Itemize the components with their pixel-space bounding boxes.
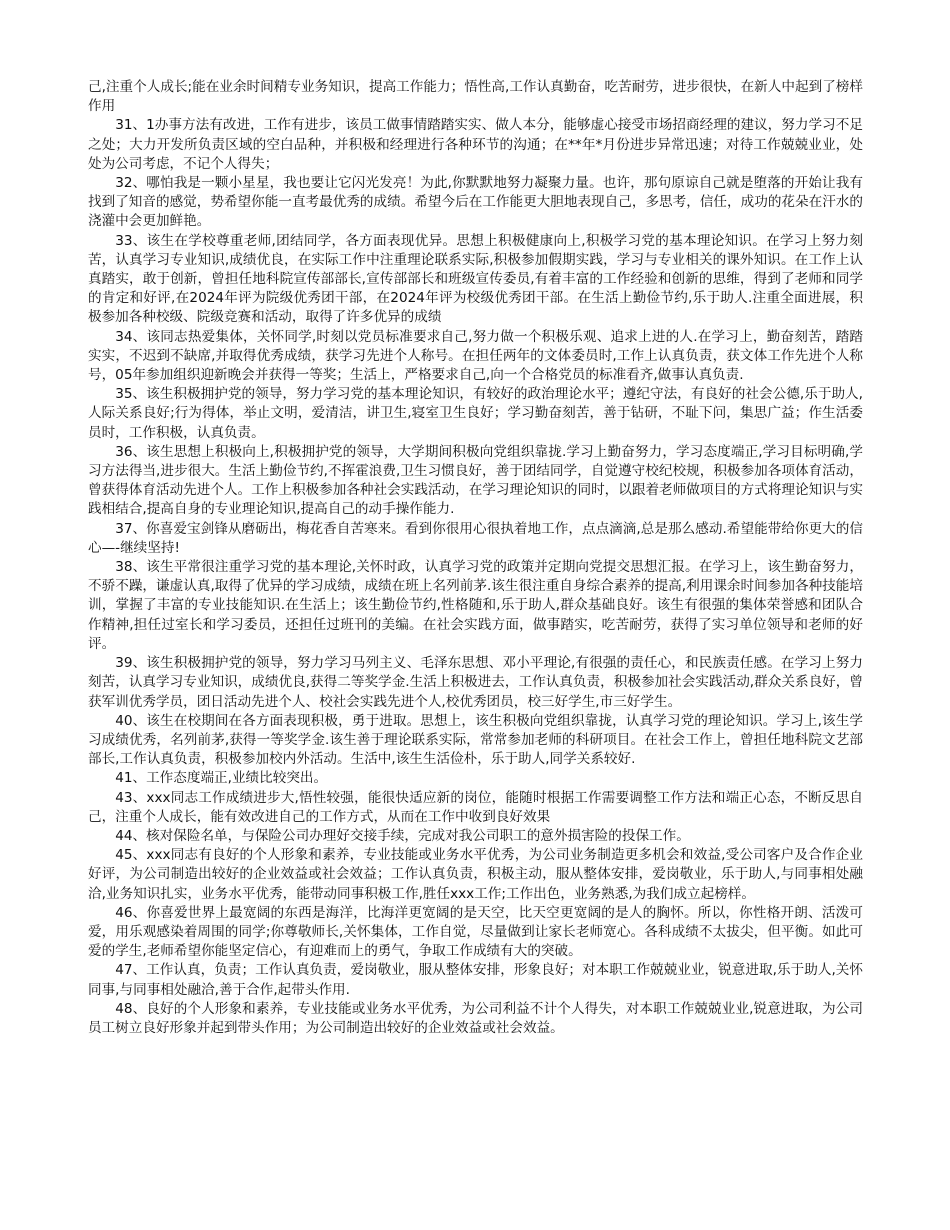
paragraph-35: 35、该生积极拥护党的领导，努力学习党的基本理论知识，有较好的政治理论水平；遵纪守法，有良好的社会公德,乐于助人,人际关系良好;行为得体，举止文明，爱清洁，讲卫生,寝室卫生良好；学习勤奋刻苦，善于钻研，不耻下问，集思广益；作生活委员时，工作积极，认真负责。 bbox=[88, 386, 863, 441]
paragraph-44: 44、核对保险名单，与保险公司办理好交接手续，完成对我公司职工的意外损害险的投保工作。 bbox=[115, 827, 690, 844]
paragraph-33: 33、该生在学校尊重老师,团结同学，各方面表现优异。思想上积极健康向上,积极学习党的基本理论知识。在学习上努力刻苦，认真学习专业知识,成绩优良，在实际工作中注重理论联系实际,积极参加假期实践，学习与专业相关的课外知识。在工作上认真踏实，敢于创新，曾担任地科院宣传部部长,宣传部部长和班级宣传委员,有着丰富的工作经验和创新的思维，得到了老师和同学的肯定和好评,在2024年评为院级优秀团干部，在2024年评为校级优秀团干部。在生活上勤俭节约,乐于助人.注重全面进展，积极参加各种校级、院级竞赛和活动，取得了许多优异的成绩 bbox=[88, 232, 863, 326]
paragraph-continuation: 己,注重个人成长;能在业余时间精专业务知识，提高工作能力；悟性高,工作认真勤奋，吃苦耐劳，进步很快，在新人中起到了榜样作用 bbox=[88, 79, 863, 115]
paragraph-41: 41、工作态度端正,业绩比较突出。 bbox=[115, 770, 328, 787]
paragraph-47: 47、工作认真，负责；工作认真负责，爱岗敬业，服从整体安排，形象良好；对本职工作兢兢业业，锐意进取,乐于助人,关怀同事,与同事相处融洽,善于合作,起带头作用. bbox=[88, 962, 863, 998]
paragraph-32: 32、哪怕我是一颗小星星，我也要让它闪光发亮！为此,你默默地努力凝聚力量。也许，那句原谅自己就是堕落的开始让我有找到了知音的感觉，势希望你能一直考最优秀的成绩。希望今后在工作能更大胆地表现自己，多思考，信任，成功的花朵在汗水的浇灌中会更加鲜艳。 bbox=[88, 175, 863, 230]
document-body bbox=[88, 78, 863, 1038]
paragraph-31: 31、1办事方法有改进，工作有进步，该员工做事情踏踏实实、做人本分，能够虚心接受市场招商经理的建议，努力学习不足之处；大力开发所负责区域的空白品种，并积极和经理进行各种环节的沟通；在**年*月份进步异常迅速；对待工作兢兢业业，处处为公司考虑，不记个人得失； bbox=[88, 117, 863, 172]
paragraph-34: 34、该同志热爱集体，关怀同学,时刻以党员标准要求自己,努力做一个积极乐观、追求上进的人.在学习上，勤奋刻苦，踏踏实实，不迟到不缺席,并取得优秀成绩，获学习先进个人称号。在担任两年的文体委员时,工作上认真负责，获文体工作先进个人称号，05年参加组织迎新晚会并获得一等奖；生活上，严格要求自己,向一个合格党员的标准看齐,做事认真负责. bbox=[88, 328, 863, 384]
paragraph-43: 43、xxx同志工作成绩进步大,悟性较强，能很快适应新的岗位，能随时根据工作需要调整工作方法和端正心态，不断反思自己，注重个人成长，能有效改进自己的工作方式，从而在工作中收到良好效果 bbox=[88, 789, 863, 825]
paragraph-48: 48、良好的个人形象和素养，专业技能或业务水平优秀，为公司利益不计个人得失，对本职工作兢兢业业,锐意进取，为公司员工树立良好形象并起到带头作用；为公司制造出较好的企业效益或社会效益。 bbox=[88, 1000, 863, 1036]
paragraph-37: 37、你喜爱宝剑锋从磨砺出，梅花香自苦寒来。看到你很用心很执着地工作，点点滴滴,总是那么感动.希望能带给你更大的信心—-继续坚持! bbox=[88, 520, 863, 556]
paragraph-36: 36、该生思想上积极向上,积极拥护党的领导，大学期间积极向党组织靠拢.学习上勤奋努力，学习态度端正,学习目标明确,学习方法得当,进步很大。生活上勤俭节约,不挥霍浪费,卫生习惯良好，善于团结同学，自觉遵守校纪校规，积极参加各项体育活动，曾获得体育活动先进个人。工作上积极参加各种社会实践活动，在学习理论知识的同时，以跟着老师做项目的方式将理论知识与实践相结合,提高自身的专业理论知识,提高自己的动手操作能力. bbox=[88, 443, 863, 518]
paragraph-45: 45、xxx同志有良好的个人形象和素养，专业技能或业务水平优秀，为公司业务制造更多机会和效益,受公司客户及合作企业好评，为公司制造出较好的企业效益或社会效益；工作认真负责，积极主动，服从整体安排，爱岗敬业，乐于助人,与同事相处融洽,业务知识扎实，业务水平优秀，能带动同事积极工作,胜任xxx工作;工作出色，业务熟悉,为我们成立起榜样。 bbox=[88, 847, 863, 902]
paragraph-38: 38、该生平常很注重学习党的基本理论,关怀时政，认真学习党的政策并定期向党提交思想汇报。在学习上，该生勤奋努力，不骄不躁，谦虚认真,取得了优异的学习成绩，成绩在班上名列前茅.该生很注重自身综合素养的提高,利用课余时间参加各种技能培训，掌握了丰富的专业技能知识.在生活上；该生勤俭节约,性格随和,乐于助人,群众基础良好。该生有很强的集体荣誉感和团队合作精神,担任过室长和学习委员，还担任过班刊的美编。在社会实践方面，做事踏实，吃苦耐劳，获得了实习单位领导和老师的好评。 bbox=[88, 559, 863, 652]
paragraph-40: 40、该生在校期间在各方面表现积极，勇于进取。思想上，该生积极向党组织靠拢，认真学习党的理论知识。学习上,该生学习成绩优秀，名列前茅,获得一等奖学金.该生善于理论联系实际，常常参加老师的科研项目。在社会工作上，曾担任地科院文艺部部长,工作认真负责，积极参加校内外活动。生活中,该生生活俭朴，乐于助人,同学关系较好. bbox=[88, 712, 863, 768]
paragraph-46: 46、你喜爱世界上最宽阔的东西是海洋，比海洋更宽阔的是天空，比天空更宽阔的是人的胸怀。所以，你性格开朗、活泼可爱，用乐观感染着周围的同学;你尊敬师长,关怀集体，工作自觉，尽量做到让家长老师宽心。各科成绩不太拔尖，但平衡。如此可爱的学生,老师希望你能坚定信心，有迎难而上的勇气，争取工作成绩有大的突破。 bbox=[88, 904, 863, 960]
paragraph-39: 39、该生积极拥护党的领导，努力学习马列主义、毛泽东思想、邓小平理论,有很强的责任心，和民族责任感。在学习上努力刻苦，认真学习专业知识，成绩优良,获得二等奖学金.生活上积极进去，工作认真负责，积极参加社会实践活动,群众关系良好，曾获军训优秀学员，团日活动先进个人、校社会实践先进个人,校优秀团员，校三好学生,市三好学生。 bbox=[88, 655, 863, 710]
